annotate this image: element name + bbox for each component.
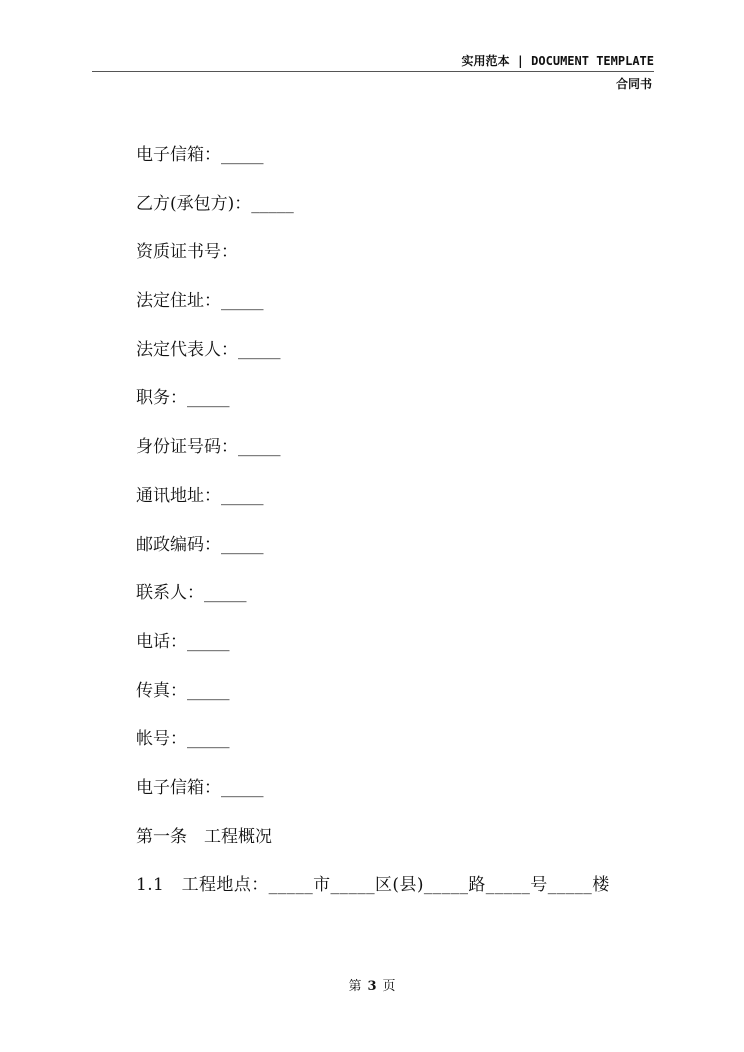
field-line-contact: 联系人：_____ [136, 583, 247, 604]
article-one-heading: 第一条 工程概况 [136, 826, 272, 847]
header-subtitle: 合同书 [615, 77, 652, 91]
field-line-qualification: 资质证书号： [136, 242, 238, 263]
page-number: 3 [367, 979, 377, 994]
field-line-legal-address: 法定住址：_____ [136, 291, 264, 312]
header-title: 实用范本 | DOCUMENT TEMPLATE [461, 54, 654, 68]
field-line-position: 职务：_____ [136, 388, 230, 409]
field-line-id-number: 身份证号码：_____ [136, 437, 281, 458]
field-line-postal-code: 邮政编码：_____ [136, 534, 264, 555]
field-line-project-location: 1.1 工程地点：_____市_____区(县)_____路_____号_____楼 [136, 875, 610, 896]
footer-prefix: 第 [348, 979, 362, 994]
page-footer [0, 975, 744, 994]
field-line-phone: 电话：_____ [136, 631, 230, 652]
header-divider [92, 71, 654, 72]
field-line-mailing-address: 通讯地址：_____ [136, 485, 264, 506]
page-header [92, 52, 654, 92]
footer-suffix: 页 [382, 979, 396, 994]
party-b-heading: 乙方(承包方)：_____ [136, 193, 294, 214]
field-line-email: 电子信箱：_____ [136, 145, 264, 165]
document-body [136, 142, 666, 921]
field-line-fax: 传真：_____ [136, 680, 230, 701]
field-line-email-2: 电子信箱：_____ [136, 777, 264, 798]
field-line-legal-representative: 法定代表人：_____ [136, 339, 281, 360]
field-line-account: 帐号：_____ [136, 729, 230, 750]
